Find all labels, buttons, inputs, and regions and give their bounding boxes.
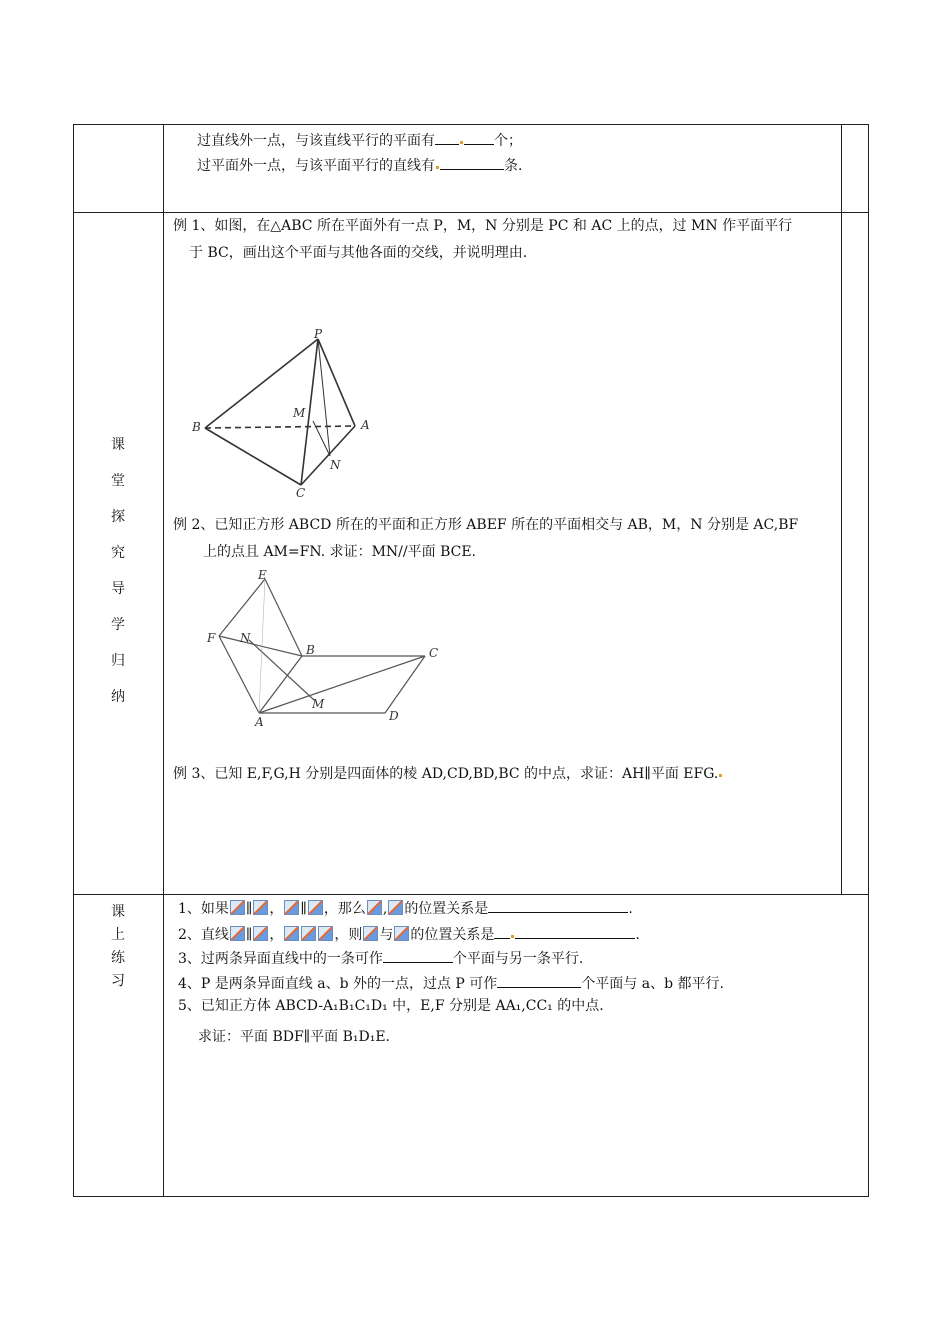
- q2-text-d: 与: [379, 927, 394, 943]
- row1-bottom-border: [73, 212, 869, 213]
- row1-line1-end: 个；: [494, 133, 522, 149]
- q2-text-b: ，: [269, 927, 284, 943]
- q2-blank: [494, 925, 510, 939]
- row1-blank2: [440, 156, 504, 170]
- fig1-label-b: B: [192, 420, 201, 434]
- q2-text-a: 2、直线: [178, 927, 229, 943]
- fig2-label-n: N: [240, 631, 251, 645]
- q1-text-c: ，那么: [323, 901, 366, 917]
- fig1-label-a: A: [361, 418, 370, 432]
- q2-end: .: [635, 927, 640, 943]
- fig1-label-n: N: [330, 458, 341, 472]
- row3-label-0: 课: [111, 904, 125, 920]
- row1-blank1b: [464, 131, 494, 145]
- row1-line2-end: 条.: [504, 158, 523, 174]
- q3-text-b: 个平面与另一条平行.: [452, 951, 584, 967]
- fig2-label-c: C: [429, 646, 439, 660]
- fig1-label-p: P: [314, 327, 323, 341]
- broken-image-icon: [394, 926, 409, 941]
- row2-label-2: 探: [111, 509, 125, 525]
- fig2-label-b: B: [306, 643, 315, 657]
- q1-text-d: 的位置关系是: [404, 901, 489, 917]
- parallel-symbol: ∥: [245, 927, 253, 943]
- column-divider: [163, 124, 164, 1197]
- fig2-label-m: M: [312, 697, 325, 711]
- parallel-symbol: ∥: [245, 901, 253, 917]
- row2-label-5: 学: [111, 617, 125, 633]
- broken-image-icon: [253, 926, 268, 941]
- q3-text-a: 3、过两条异面直线中的一条可作: [178, 951, 383, 967]
- example2-line1: 例 2、已知正方形 ABCD 所在的平面和正方形 ABEF 所在的平面相交与 AB，M，N 分别是 AC,BF: [173, 517, 799, 533]
- parallel-symbol: ∥: [300, 901, 307, 917]
- marker-dot: [460, 141, 463, 144]
- row3-label-1: 上: [111, 927, 125, 943]
- marker-dot: [719, 774, 722, 777]
- figure-2-two-squares: [200, 568, 450, 728]
- broken-image-icon: [367, 900, 382, 915]
- broken-image-icon: [318, 926, 333, 941]
- exercise-1: 1、如果 ∥ ， ∥ ，那么 , 的位置关系是 .: [178, 901, 633, 917]
- fig2-label-a: A: [255, 715, 264, 728]
- fig2-label-e: E: [258, 568, 267, 582]
- example1-line2: 于 BC，画出这个平面与其他各面的交线，并说明理由.: [189, 245, 528, 261]
- exercise-3: [178, 949, 583, 968]
- q4-blank: [497, 974, 581, 988]
- row2-label-1: 堂: [111, 473, 125, 489]
- example3: [173, 765, 723, 783]
- table-bottom-border: [73, 1196, 869, 1197]
- fig2-label-f: F: [207, 631, 216, 645]
- row3-label-3: 习: [111, 973, 125, 989]
- broken-image-icon: [230, 926, 245, 941]
- row1-line2: [197, 156, 522, 175]
- example2-line2: 上的点且 AM=FN. 求证：MN//平面 BCE.: [203, 544, 476, 560]
- q2-blank-b: [515, 925, 635, 939]
- inner-right-border: [841, 124, 842, 895]
- table-right-border: [868, 124, 869, 1197]
- row2-label-0: 课: [111, 437, 125, 453]
- broken-image-icon: [230, 900, 245, 915]
- q4-text-b: 个平面与 a、b 都平行.: [581, 976, 724, 992]
- row1-line1: [197, 131, 522, 150]
- example3-text: 例 3、已知 E,F,G,H 分别是四面体的棱 AD,CD,BD,BC 的中点，求证：AH∥平面 EFG.: [173, 766, 719, 782]
- row2-label-6: 归: [111, 653, 125, 669]
- broken-image-icon: [388, 900, 403, 915]
- table-left-border: [73, 124, 74, 1197]
- row3-label-2: 练: [111, 950, 125, 966]
- exercise-5: 5、已知正方体 ABCD-A₁B₁C₁D₁ 中，E,F 分别是 AA₁,CC₁ 的中点.: [178, 998, 604, 1014]
- table-top-border: [73, 124, 869, 125]
- broken-image-icon: [284, 926, 299, 941]
- exercise-4: [178, 974, 724, 993]
- row1-blank1: [435, 131, 459, 145]
- exercise-2: [178, 925, 640, 944]
- row1-line1-text: 过直线外一点，与该直线平行的平面有: [197, 133, 435, 149]
- row2-label-7: 纳: [111, 689, 125, 705]
- row2-label-4: 导: [111, 581, 125, 597]
- q3-blank: [383, 949, 453, 963]
- broken-image-icon: [301, 926, 316, 941]
- row1-line2-text: 过平面外一点，与该平面平行的直线有: [197, 158, 435, 174]
- example1-line1: 例 1、如图，在△ABC 所在平面外有一点 P，M，N 分别是 PC 和 AC 上的点，过 MN 作平面平行: [173, 218, 793, 234]
- broken-image-icon: [253, 900, 268, 915]
- q2-text-e: 的位置关系是: [410, 927, 495, 943]
- fig2-label-d: D: [389, 709, 399, 723]
- q4-text-a: 4、P 是两条异面直线 a、b 外的一点，过点 P 可作: [178, 976, 498, 992]
- q1-text-b: ，: [269, 901, 284, 917]
- exercise-5-proof: 求证：平面 BDF∥平面 B₁D₁E.: [198, 1029, 391, 1045]
- q1-blank: [488, 899, 628, 913]
- marker-dot: [511, 935, 514, 938]
- row2-label-3: 究: [111, 545, 125, 561]
- fig1-label-c: C: [296, 486, 306, 500]
- broken-image-icon: [308, 900, 323, 915]
- q2-text-c: ，则: [334, 927, 363, 943]
- q1-end: .: [628, 901, 633, 917]
- figure-1-tetrahedron: [185, 325, 385, 505]
- broken-image-icon: [284, 900, 299, 915]
- row2-bottom-border: [73, 894, 869, 895]
- q1-text-a: 1、如果: [178, 901, 229, 917]
- broken-image-icon: [363, 926, 378, 941]
- fig1-label-m: M: [293, 406, 306, 420]
- marker-dot: [436, 166, 439, 169]
